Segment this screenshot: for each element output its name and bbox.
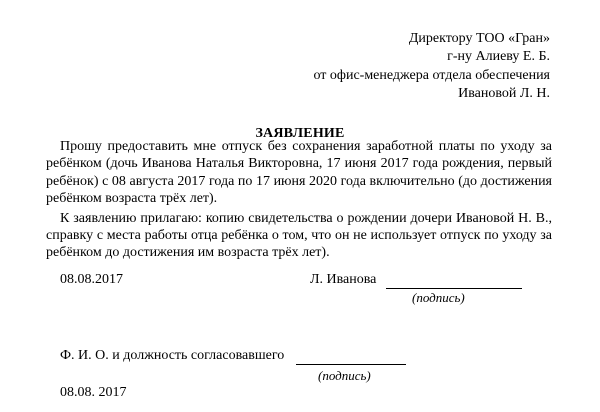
body-paragraph-attachments: К заявлению прилагаю: копию свидетельства о рождении дочери Ивановой Н. В., справку с места работы отца ребёнка о том, что он не использует отпуск по уходу за ребёнком до достижения им возраста трёх лет). bbox=[46, 210, 552, 261]
signature-caption: (подпись) bbox=[412, 290, 465, 305]
approval-label: Ф. И. О. и должность согласовавшего bbox=[60, 348, 285, 363]
document-body bbox=[46, 138, 552, 264]
signer-name: Л. Иванова bbox=[310, 272, 377, 287]
approval-caption: (подпись) bbox=[318, 368, 371, 383]
addressee-line-sender: от офис-менеджера отдела обеспечения bbox=[313, 67, 550, 83]
approval-line bbox=[60, 348, 406, 365]
approval-date: 08.08. 2017 bbox=[60, 385, 127, 400]
body-paragraph-request: Прошу предоставить мне отпуск без сохранения заработной платы по уходу за ребёнком (дочь Иванова Наталья Викторовна, 17 июня 2017 года рождения, первый ребёнок) с 08 августа 2017 года по 17 июня 2020 года включительно (до достижения ребёнком возраста трёх лет). bbox=[46, 139, 552, 207]
addressee-line-director: Директору ТОО «Гран» bbox=[408, 31, 550, 46]
document-title: ЗАЯВЛЕНИЕ bbox=[255, 126, 345, 141]
addressee-block bbox=[300, 30, 550, 104]
addressee-line-sender-name: Ивановой Л. Н. bbox=[458, 86, 550, 102]
signature-date: 08.08.2017 bbox=[60, 272, 123, 287]
addressee-line-name: г-ну Алиеву Е. Б. bbox=[447, 49, 550, 65]
signature-blank bbox=[386, 272, 522, 289]
signature-line bbox=[310, 272, 522, 289]
approval-signature-blank bbox=[296, 348, 406, 365]
